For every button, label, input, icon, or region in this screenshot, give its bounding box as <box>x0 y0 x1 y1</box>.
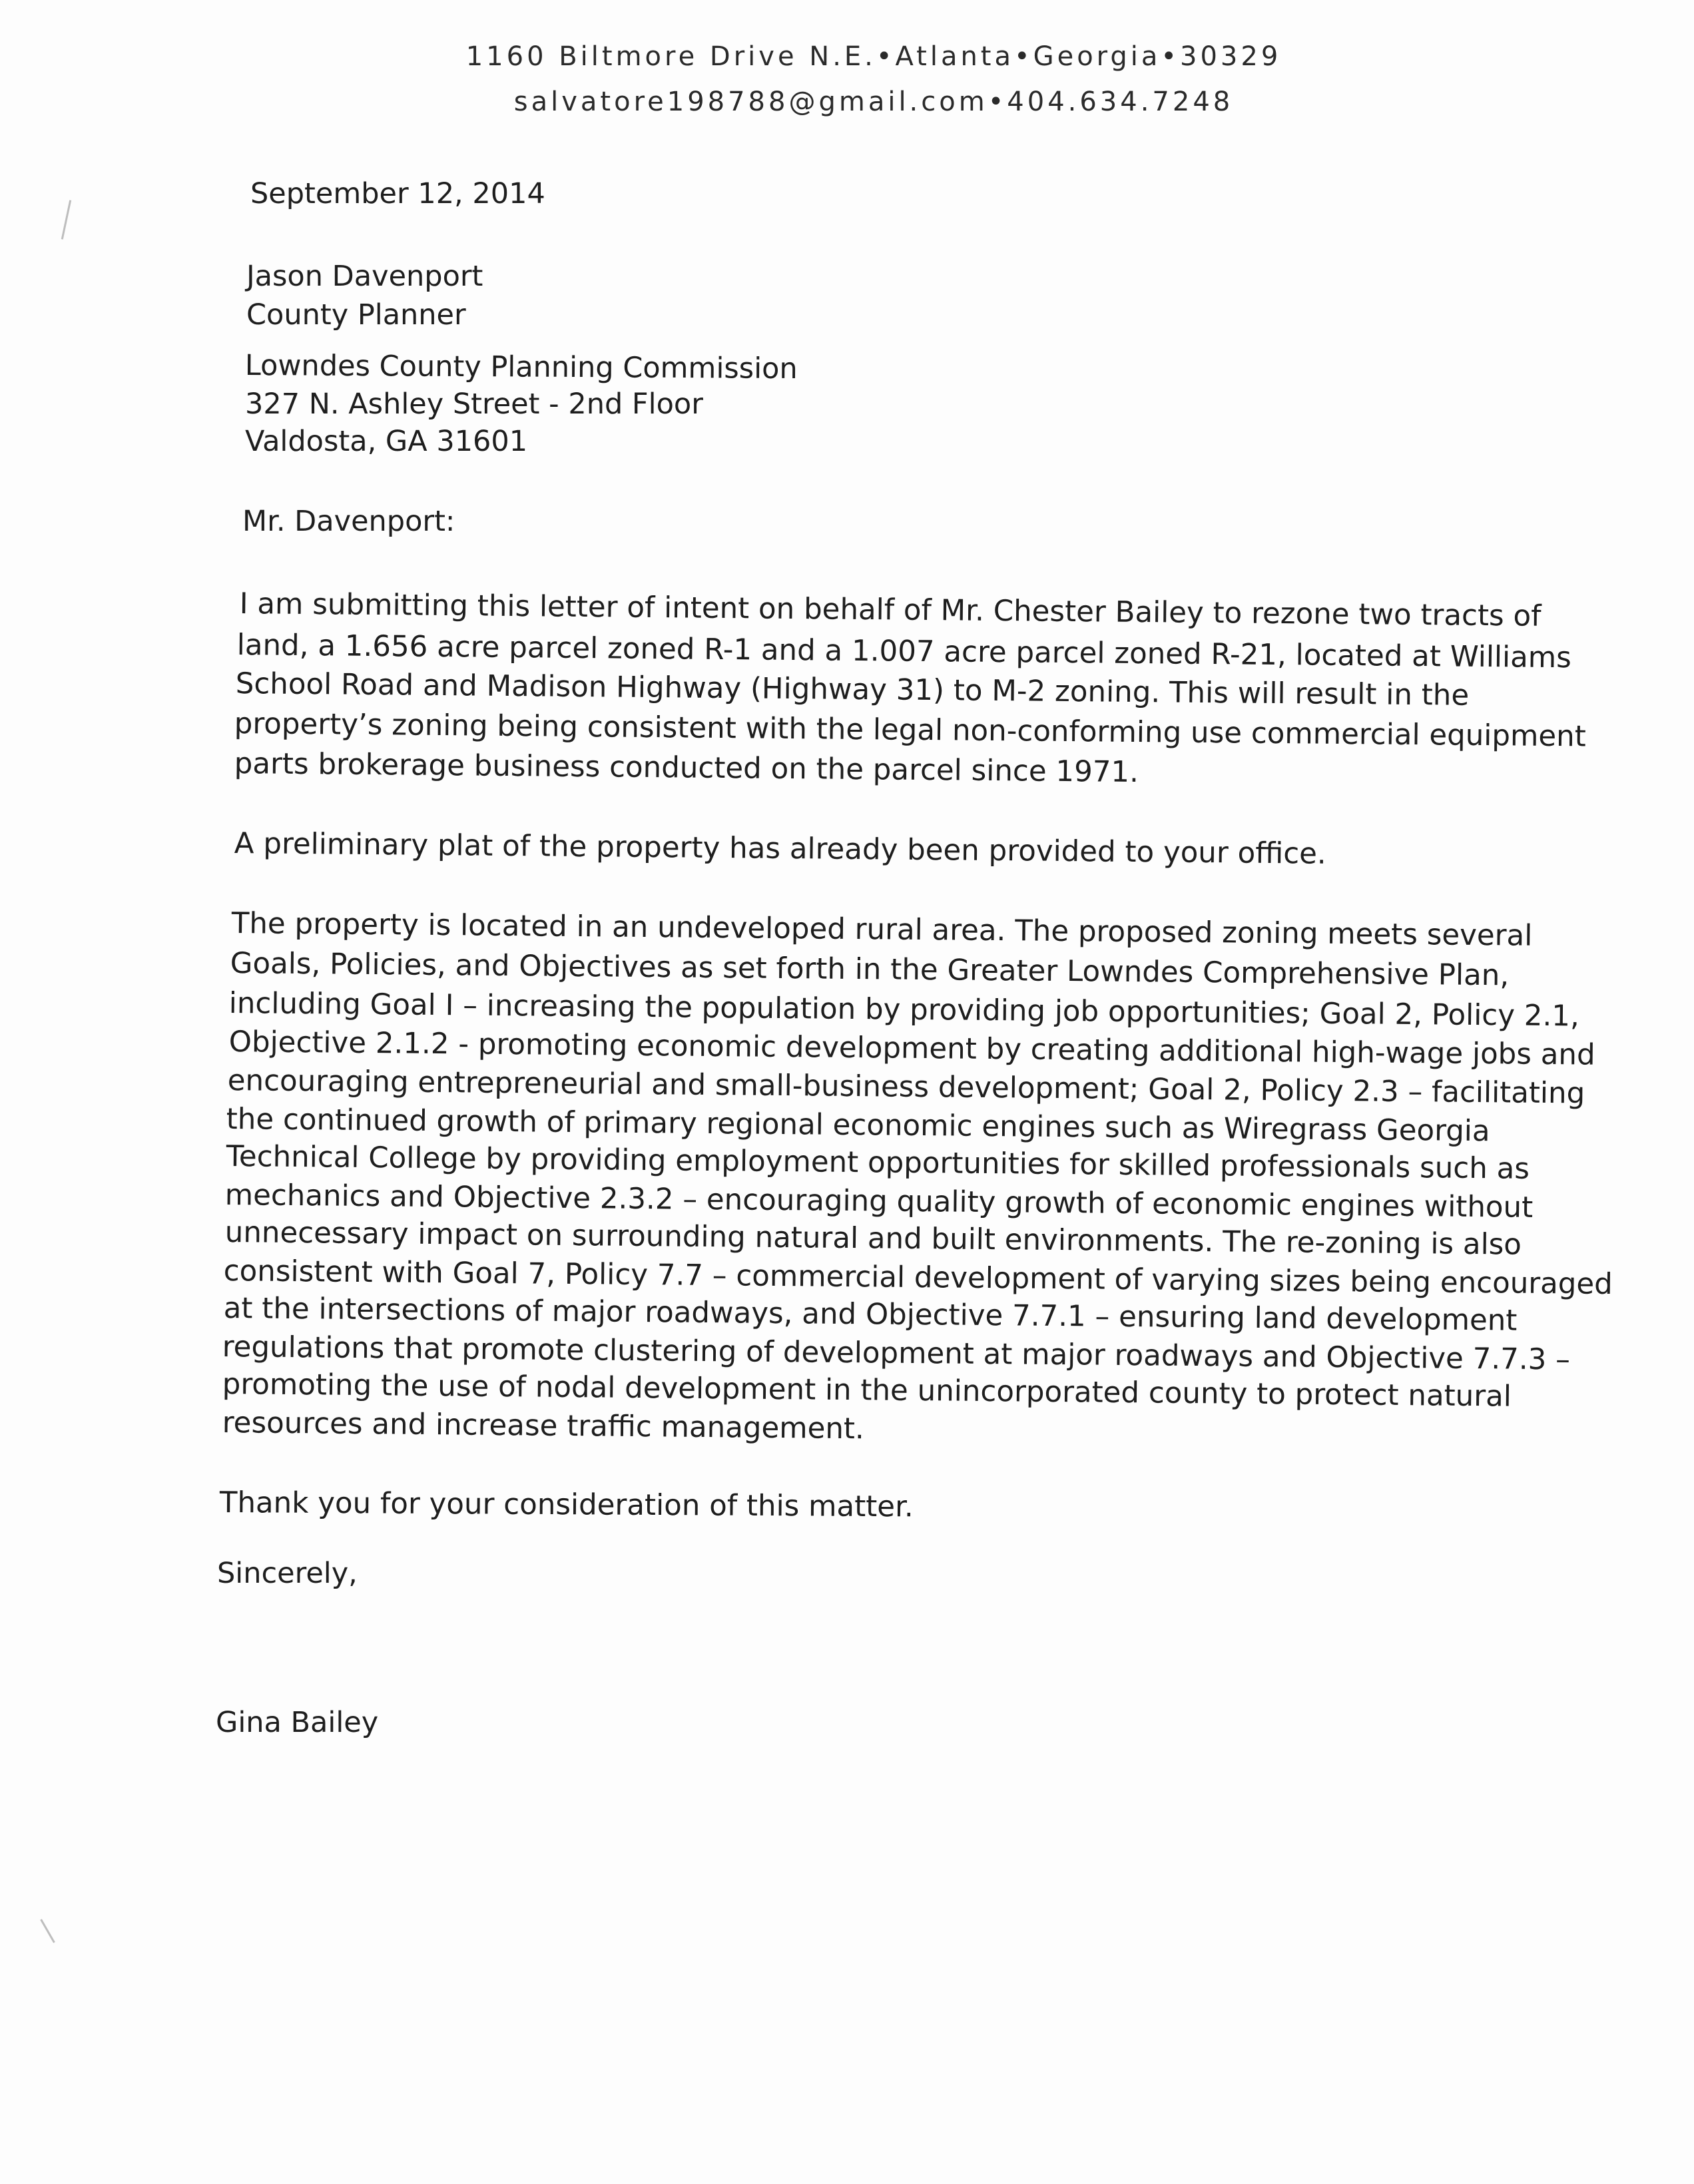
signature-name: Gina Bailey <box>216 1706 379 1739</box>
paragraph3-line: Goals, Policies, and Objectives as set forth in the Greater Lowndes Comprehensive Plan, <box>230 947 1510 993</box>
paragraph3-line: including Goal I – increasing the population by providing job opportunities; Goal 2, Policy 2.1, <box>228 987 1580 1033</box>
salutation: Mr. Davenport: <box>242 505 455 538</box>
paragraph1-line: School Road and Madison Highway (Highway 31) to M-2 zoning. This will result in the <box>235 667 1470 712</box>
paragraph3-line: promoting the use of nodal development in the unincorporated county to protect natural <box>222 1368 1512 1414</box>
paragraph1-line: I am submitting this letter of intent on behalf of Mr. Chester Bailey to rezone two tracts of <box>239 587 1542 633</box>
recipient-title: County Planner <box>246 298 466 332</box>
scan-mark-bottom-left <box>40 1919 55 1943</box>
closing-thanks: Thank you for your consideration of this matter. <box>219 1486 914 1524</box>
paragraph3-line: at the intersections of major roadways, and Objective 7.7.1 – ensuring land development <box>223 1292 1518 1338</box>
paragraph1-line: parts brokerage business conducted on the parcel since 1971. <box>234 747 1139 790</box>
sign-off: Sincerely, <box>217 1557 358 1590</box>
paragraph3-line: mechanics and Objective 2.3.2 – encouraging quality growth of economic engines without <box>224 1179 1534 1225</box>
paragraph3-line: The property is located in an undeveloped rural area. The proposed zoning meets several <box>231 907 1533 953</box>
letterhead-address: 1160 Biltmore Drive N.E.•Atlanta•Georgia•30329 <box>465 41 1282 72</box>
paragraph3-line: encouraging entrepreneurial and small-business development; Goal 2, Policy 2.3 – facilitating <box>227 1064 1585 1111</box>
recipient-city: Valdosta, GA 31601 <box>245 425 528 458</box>
paragraph3-line: regulations that promote clustering of development at major roadways and Objective 7.7.3 – <box>222 1330 1571 1377</box>
paragraph1-line: land, a 1.656 acre parcel zoned R-1 and a 1.007 acre parcel zoned R-21, located at Williams <box>236 629 1572 675</box>
recipient-street: 327 N. Ashley Street - 2nd Floor <box>245 388 703 421</box>
paragraph3-line: Technical College by providing employment opportunities for skilled professionals such as <box>226 1140 1530 1186</box>
paragraph3-line: consistent with Goal 7, Policy 7.7 – commercial development of varying sizes being encouraged <box>223 1254 1613 1302</box>
recipient-organization: Lowndes County Planning Commission <box>244 349 798 386</box>
paragraph1-line: property’s zoning being consistent with the legal non-conforming use commercial equipment <box>234 707 1587 754</box>
paragraph3-line: the continued growth of primary regional economic engines such as Wiregrass Georgia <box>226 1103 1490 1149</box>
letterhead-contact: salvatore198788@gmail.com•404.634.7248 <box>513 87 1234 117</box>
letter-date: September 12, 2014 <box>250 177 545 210</box>
scan-mark-top-left <box>61 200 71 239</box>
paragraph3-line: unnecessary impact on surrounding natural and built environments. The re-zoning is also <box>224 1216 1522 1262</box>
paragraph3-line: resources and increase traffic management. <box>222 1406 865 1446</box>
paragraph2-line: A preliminary plat of the property has already been provided to your office. <box>234 827 1327 871</box>
recipient-name: Jason Davenport <box>246 260 483 293</box>
paragraph3-line: Objective 2.1.2 - promoting economic development by creating additional high-wage jobs and <box>228 1025 1595 1072</box>
